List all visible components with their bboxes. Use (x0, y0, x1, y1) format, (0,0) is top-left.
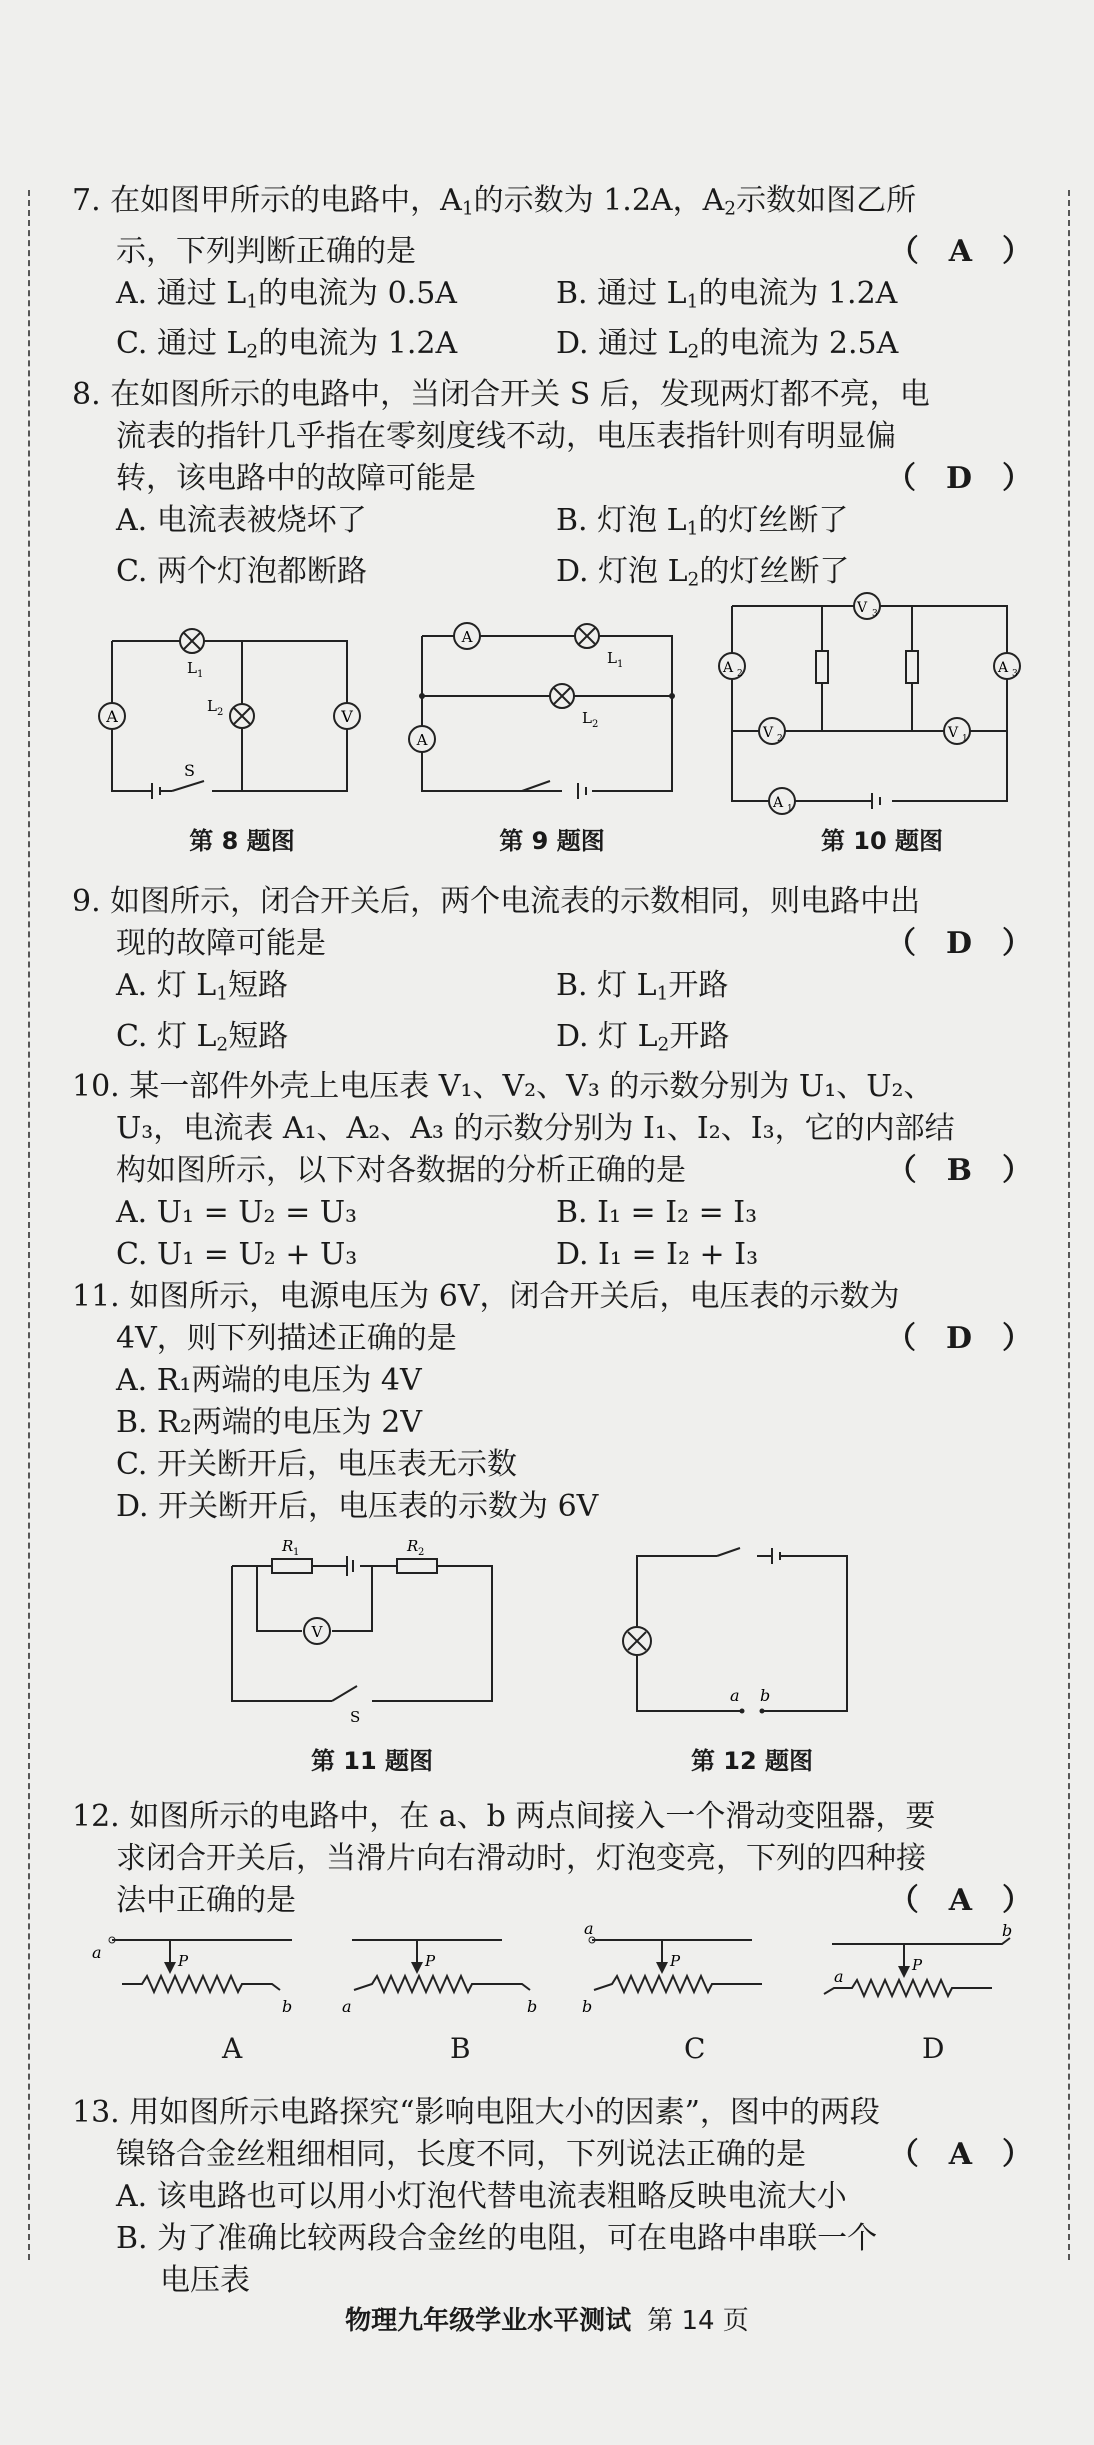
q9-opt-b-sub: 1 (656, 983, 669, 1005)
q7-opt-b-text: B. 通过 L (556, 275, 687, 311)
fig10-v1-label: V (947, 725, 959, 742)
q11-line1: 11. 如图所示，电源电压为 6V，闭合开关后，电压表的示数为 (72, 1279, 900, 1315)
fig11-voltmeter-label: V (311, 1623, 323, 1642)
rheo-b-b: b (527, 1997, 538, 2017)
resistor-r2-icon (397, 1559, 437, 1573)
q9-option-d (556, 1016, 1036, 1067)
q10-line2: U₃，电流表 A₁、A₂、A₃ 的示数分别为 I₁、I₂、I₃，它的内部结 (116, 1111, 955, 1147)
q8-line3 (72, 458, 1032, 500)
q7-opt-b-sub: 1 (686, 291, 699, 313)
rheostat-label-d: D (922, 2032, 945, 2066)
q12-line1: 12. 如图所示的电路中，在 a、b 两点间接入一个滑动变阻器，要 (72, 1799, 936, 1835)
figures-11-12 (72, 1536, 1032, 1796)
question-10 (72, 1066, 1032, 1276)
fig11-r2-label: R (407, 1537, 419, 1556)
q7-option-a (116, 273, 556, 324)
rheostat-options (72, 1922, 1032, 2092)
q10-line1: 10. 某一部件外壳上电压表 V₁、V₂、V₃ 的示数分别为 U₁、U₂、 (72, 1069, 934, 1105)
q9-opt-b-tail: 开路 (668, 968, 729, 1004)
rheo-c-b: b (582, 1997, 593, 2017)
rheo-a-b: b (282, 1997, 293, 2017)
q13-answer: （ A ） (888, 2137, 1032, 2173)
rheo-c-p: P (670, 1952, 681, 1971)
circuit-diagram-8 (72, 611, 402, 811)
fig9-l2-label: L (582, 709, 592, 728)
figures-8-9-10 (72, 600, 1032, 881)
rheostat-label-c: C (684, 2032, 706, 2066)
q8-opt-b-sub: 1 (686, 518, 699, 540)
q8-line1: 8. 在如图所示的电路中，当闭合开关 S 后，发现两灯都不亮，电 (72, 376, 930, 412)
q9-line2 (72, 923, 1032, 965)
question-9-options (72, 965, 1032, 1066)
q9-option-a (116, 965, 556, 1016)
fig8-switch-label: S (184, 761, 195, 781)
q7-text-b: 的示数为 1.2A，A (473, 183, 725, 218)
fig10-a1-label: A (772, 795, 784, 812)
rheostat-a (92, 1922, 322, 2022)
caption-fig10: 第 10 题图 (820, 827, 944, 856)
q12-line3 (72, 1880, 1032, 1922)
page-footer (0, 2300, 1094, 2337)
q12-line2: 求闭合开关后，当滑片向右滑动时，灯泡变亮，下列的四种接 (116, 1841, 926, 1877)
rheostat-d (812, 1922, 1032, 2022)
q7-opt-a-tail: 的电流为 0.5A (258, 275, 457, 311)
q11-answer: （ D ） (885, 1321, 1032, 1357)
q9-answer: （ D ） (885, 926, 1032, 962)
q7-opt-d-text: D. 通过 L (556, 326, 688, 362)
q7-opt-c-sub: 2 (246, 341, 259, 363)
q7-option-c (116, 323, 556, 374)
rheo-a-p: P (178, 1952, 189, 1971)
q9-option-b (556, 965, 1036, 1016)
q8-answer: （ D ） (885, 460, 1032, 496)
question-7 (72, 180, 1032, 374)
caption-fig11: 第 11 题图 (310, 1747, 434, 1776)
rheostat-b (332, 1922, 562, 2022)
q7-option-b (556, 273, 1036, 324)
left-dashed-border (28, 190, 30, 2260)
fig8-l2-sub: 2 (217, 707, 224, 719)
q7-option-d (556, 323, 1036, 374)
rheostat-c (572, 1922, 802, 2022)
fig9-a1-label: A (461, 628, 473, 647)
q7-opt-a-sub: 1 (246, 291, 259, 313)
fig10-a2-label: A (722, 660, 734, 677)
q7-opt-a-text: A. 通过 L (116, 275, 247, 311)
footer-title: 物理九年级学业水平测试 (345, 2306, 632, 2336)
fig10-a3-label: A (997, 660, 1009, 677)
q11-option-c: C. 开关断开后，电压表无示数 (116, 1447, 517, 1483)
fig10-v2-label: V (762, 725, 774, 742)
q10-answer: （ B ） (886, 1153, 1032, 1189)
q8-opt-d-text: D. 灯泡 L (556, 553, 688, 589)
q9-option-c (116, 1016, 556, 1067)
caption-fig8: 第 8 题图 (189, 827, 295, 856)
rheo-d-a: a (834, 1967, 844, 1987)
circuit-diagram-12 (622, 1546, 882, 1726)
q13-option-b-line2: 电压表 (160, 2263, 250, 2299)
fig9-a2-label: A (416, 731, 428, 750)
q8-opt-b-text: B. 灯泡 L (556, 502, 687, 538)
q11-line2-text: 4V，则下列描述正确的是 (116, 1321, 457, 1357)
question-7-line2 (72, 231, 1032, 273)
caption-fig9: 第 9 题图 (499, 827, 605, 856)
q7-text-c: 示数如图乙所 (736, 183, 917, 218)
circuit-diagram-10 (712, 591, 1032, 821)
q10-option-a: A. U₁ = U₂ = U₃ (116, 1195, 358, 1231)
rheo-d-p: P (912, 1956, 923, 1975)
q11-option-b: B. R₂两端的电压为 2V (116, 1405, 423, 1441)
exam-content (72, 180, 1032, 2302)
q7-opt-b-tail: 的电流为 1.2A (698, 275, 898, 311)
q7-sub-a1: 1 (461, 198, 474, 220)
question-10-options (72, 1192, 1032, 1276)
fig8-voltmeter-label: V (341, 707, 353, 727)
fig11-r1-label: R (282, 1537, 294, 1556)
fig11-r2-sub: 2 (418, 1547, 425, 1559)
fig8-l2-label: L (207, 697, 217, 716)
q8-opt-d-sub: 2 (687, 569, 700, 591)
question-12 (72, 1796, 1032, 1922)
rheostat-label-b: B (450, 2032, 471, 2066)
q8-opt-d-tail: 的灯丝断了 (699, 553, 850, 589)
q8-line2: 流表的指针几乎指在零刻度线不动，电压表指针则有明显偏 (116, 418, 896, 454)
fig10-a1-sub: 1 (787, 804, 793, 815)
caption-fig12: 第 12 题图 (690, 1747, 814, 1776)
q9-opt-c-text: C. 灯 L (116, 1018, 217, 1054)
footer-page-number: 第 14 页 (647, 2306, 749, 2336)
q10-option-b: B. I₁ = I₂ = I₃ (556, 1195, 758, 1231)
q13-option-a: A. 该电路也可以用小灯泡代替电流表粗略反映电流大小 (116, 2179, 847, 2215)
q9-opt-a-text: A. 灯 L (116, 968, 217, 1004)
q9-opt-c-sub: 2 (216, 1034, 229, 1056)
q8-line3-text: 转，该电路中的故障可能是 (116, 460, 476, 496)
fig10-v3-label: V (856, 600, 868, 617)
resistor-icon (906, 651, 918, 683)
question-13 (72, 2092, 1032, 2302)
q11-option-d: D. 开关断开后，电压表的示数为 6V (116, 1489, 599, 1525)
resistor-icon (816, 651, 828, 683)
question-8 (72, 374, 1032, 601)
q10-option-d: D. I₁ = I₂ + I₃ (556, 1237, 759, 1273)
fig11-switch-label: S (350, 1708, 361, 1727)
q7-opt-d-tail: 的电流为 2.5A (699, 326, 899, 362)
q9-opt-d-sub: 2 (657, 1034, 670, 1056)
q13-line2-text: 镍铬合金丝粗细相同，长度不同，下列说法正确的是 (116, 2137, 806, 2173)
fig9-l1-sub: 1 (617, 659, 624, 671)
q11-line2 (72, 1318, 1032, 1360)
q9-opt-b-text: B. 灯 L (556, 968, 657, 1004)
fig9-l1-label: L (607, 649, 617, 668)
q7-text-a: 7. 在如图甲所示的电路中，A (72, 183, 462, 218)
q12-answer: （ A ） (888, 1883, 1032, 1919)
fig8-ammeter-label: A (106, 707, 118, 727)
rheo-d-b: b (1002, 1922, 1013, 1941)
fig10-a2-sub: 2 (737, 669, 743, 680)
fig10-v3-sub: 3 (872, 609, 878, 620)
question-7-options (72, 273, 1032, 374)
fig10-v1-sub: 1 (962, 734, 968, 745)
q10-line3-text: 构如图所示，以下对各数据的分析正确的是 (116, 1153, 686, 1189)
question-8-options (72, 500, 1032, 601)
question-11-options (72, 1360, 1032, 1528)
rheo-b-p: P (425, 1952, 436, 1971)
q11-option-a: A. R₁两端的电压为 4V (116, 1363, 422, 1399)
q7-opt-c-tail: 的电流为 1.2A (258, 326, 458, 362)
q8-option-a: A. 电流表被烧坏了 (116, 502, 367, 538)
fig10-v2-sub: 2 (777, 734, 783, 745)
fig8-l1-sub: 1 (197, 669, 204, 681)
q9-opt-a-sub: 1 (216, 983, 229, 1005)
fig12-b-label: b (760, 1686, 771, 1706)
q10-option-c: C. U₁ = U₂ + U₃ (116, 1237, 358, 1273)
rheo-a-a: a (92, 1943, 102, 1963)
q13-line1: 13. 用如图所示电路探究“影响电阻大小的因素”，图中的两段 (72, 2095, 880, 2131)
right-dashed-border (1068, 190, 1070, 2260)
rheostat-label-a: A (222, 2032, 243, 2066)
q12-line3-text: 法中正确的是 (116, 1883, 296, 1919)
rheo-b-a: a (342, 1997, 352, 2017)
question-13-options (72, 2176, 1032, 2302)
fig12-a-label: a (730, 1686, 740, 1706)
fig8-l1-label: L (187, 659, 197, 678)
q9-line1: 9. 如图所示，闭合开关后，两个电流表的示数相同，则电路中出 (72, 884, 921, 920)
q8-opt-b-tail: 的灯丝断了 (698, 502, 849, 538)
q9-opt-a-tail: 短路 (228, 968, 289, 1004)
q7-opt-c-text: C. 通过 L (116, 326, 247, 362)
rheo-c-a: a (584, 1922, 594, 1939)
fig11-r1-sub: 1 (293, 1547, 300, 1559)
q13-option-b-line1: B. 为了准确比较两段合金丝的电阻，可在电路中串联一个 (116, 2221, 878, 2257)
q10-line3 (72, 1150, 1032, 1192)
q9-opt-c-tail: 短路 (228, 1018, 289, 1054)
q7-answer: （ A ） (888, 233, 1032, 269)
circuit-diagram-9 (402, 621, 702, 811)
question-9 (72, 881, 1032, 1066)
q9-opt-d-tail: 开路 (669, 1018, 730, 1054)
q8-option-b (556, 500, 1036, 551)
q8-option-c: C. 两个灯泡都断路 (116, 553, 367, 589)
q13-line2 (72, 2134, 1032, 2176)
q9-line2-text: 现的故障可能是 (116, 926, 326, 962)
q9-opt-d-text: D. 灯 L (556, 1018, 658, 1054)
q7-opt-d-sub: 2 (687, 341, 700, 363)
resistor-r1-icon (272, 1559, 312, 1573)
question-11 (72, 1276, 1032, 1528)
q7-text-line2: 示，下列判断正确的是 (116, 233, 416, 269)
circuit-diagram-11 (222, 1536, 522, 1726)
fig9-l2-sub: 2 (592, 719, 599, 731)
fig10-a3-sub: 3 (1012, 669, 1018, 680)
q7-sub-a2: 2 (724, 198, 737, 220)
question-7-line1 (72, 180, 1032, 231)
